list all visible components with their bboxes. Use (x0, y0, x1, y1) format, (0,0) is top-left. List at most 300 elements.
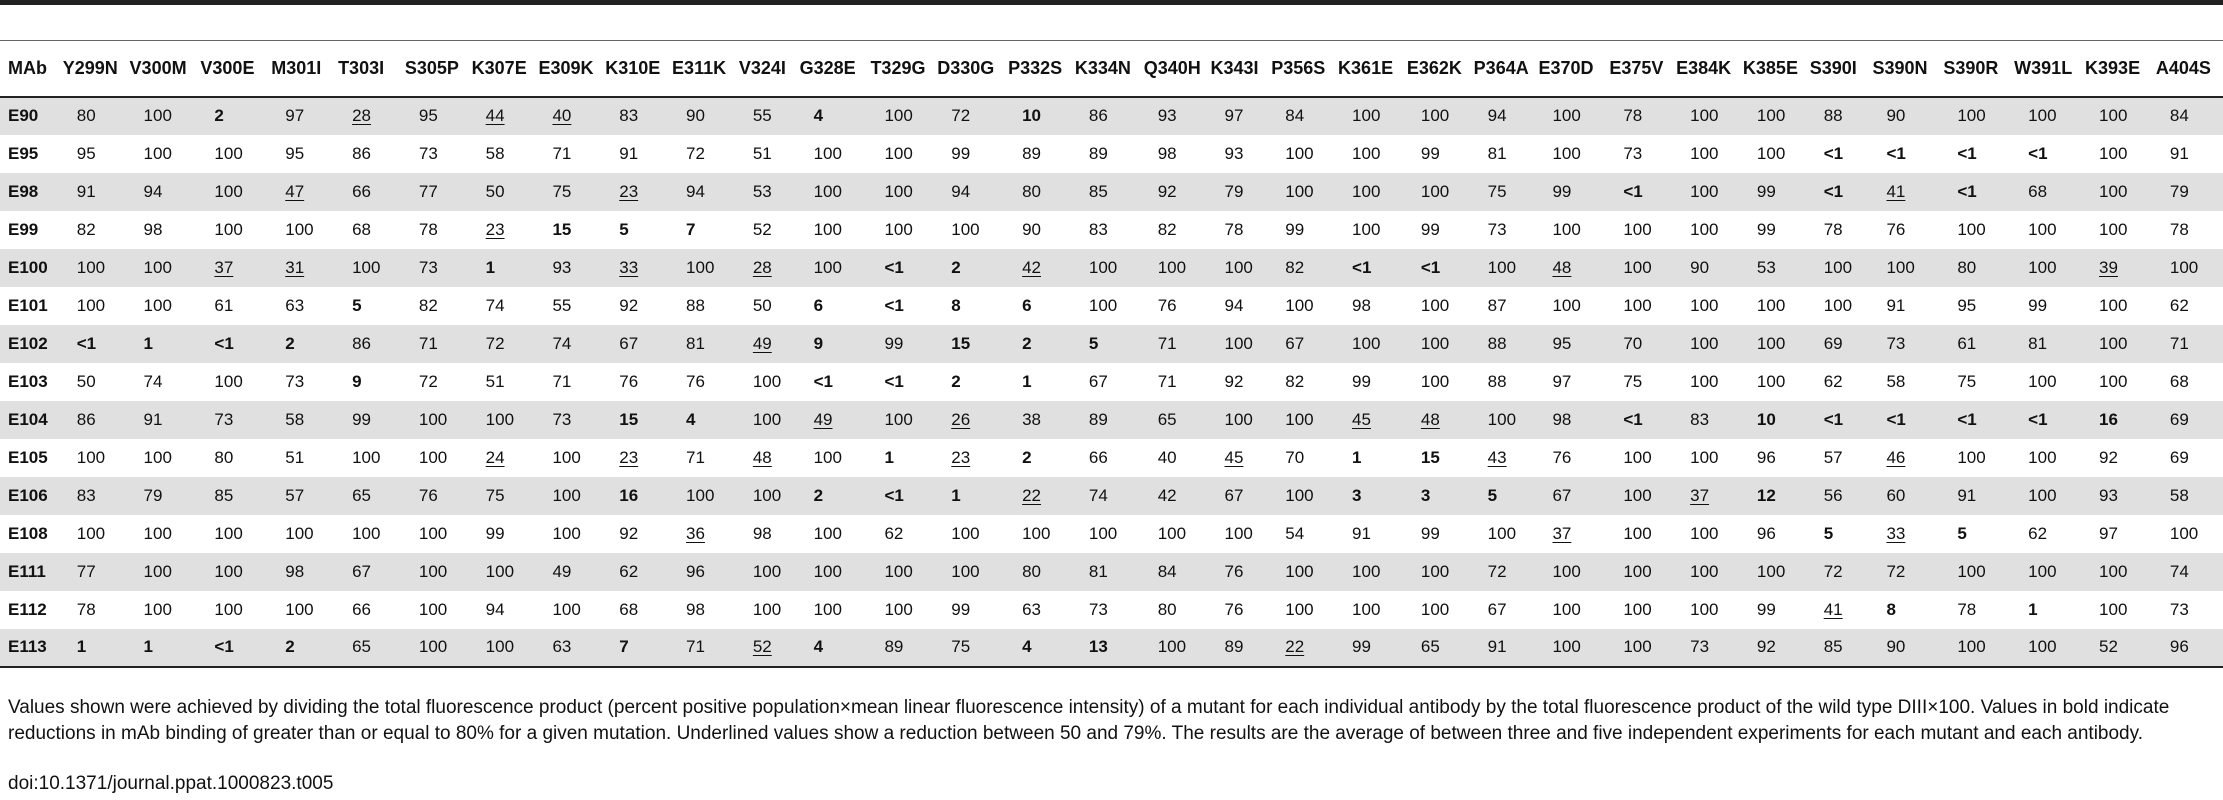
table-cell (1743, 325, 1810, 363)
cell-value: 2 (951, 257, 961, 277)
cell-value: 48 (752, 447, 772, 467)
cell-value: 74 (1088, 485, 1108, 505)
cell-value: 48 (1420, 409, 1440, 429)
table-cell (1676, 173, 1743, 211)
table-cell (1538, 477, 1609, 515)
table-cell (739, 173, 800, 211)
table-cell (1943, 211, 2014, 249)
cell-value: 94 (1224, 295, 1244, 315)
table-cell (605, 325, 672, 363)
table-cell (937, 401, 1008, 439)
table-cell (1144, 553, 1211, 591)
table-cell (1872, 173, 1943, 211)
table-cell (200, 211, 271, 249)
cell-value: 75 (1623, 371, 1643, 391)
table-cell (2156, 135, 2223, 173)
table-cell (1609, 97, 1676, 135)
table-cell (870, 363, 937, 401)
cell-value: 77 (418, 181, 438, 201)
cell-value: 5 (1957, 523, 1967, 543)
table-cell (1743, 477, 1810, 515)
table-cell (538, 363, 605, 401)
cell-value: 100 (752, 371, 782, 391)
cell-value: 100 (1420, 181, 1450, 201)
table-cell (472, 173, 539, 211)
table-cell (1338, 553, 1407, 591)
cell-value: 65 (1420, 637, 1440, 656)
cell-value: <1 (1957, 409, 1977, 429)
cell-value: <1 (884, 485, 904, 505)
table-cell (1474, 287, 1539, 325)
cell-value: 100 (1623, 295, 1652, 315)
table-cell (605, 629, 672, 667)
cell-value: 43 (1487, 447, 1507, 467)
table-cell (200, 477, 271, 515)
cell-value: 47 (285, 181, 305, 201)
table-cell (937, 135, 1008, 173)
table-cell (1943, 173, 2014, 211)
cell-value: 50 (485, 181, 505, 201)
table-cell (1943, 477, 2014, 515)
table-cell (1211, 287, 1272, 325)
table-cell (2014, 249, 2085, 287)
cell-value: 100 (1352, 333, 1381, 353)
cell-value: 71 (2169, 333, 2189, 353)
cell-value: 78 (76, 599, 96, 619)
cell-value: 100 (1352, 561, 1381, 581)
table-cell (1211, 211, 1272, 249)
column-header: W391L (2014, 41, 2085, 97)
cell-value: 58 (1886, 371, 1906, 391)
table-cell (1810, 211, 1873, 249)
cell-value: 55 (752, 106, 772, 125)
cell-value: 65 (1157, 409, 1177, 429)
table-cell (1743, 287, 1810, 325)
table-cell (405, 439, 472, 477)
table-cell (1810, 249, 1873, 287)
cell-value: 91 (619, 143, 639, 163)
table-cell (937, 629, 1008, 667)
cell-value: 2 (1022, 447, 1032, 467)
table-cell (405, 629, 472, 667)
cell-value: 100 (752, 561, 782, 581)
table-cell (538, 173, 605, 211)
cell-value: 91 (2169, 143, 2189, 163)
cell-value: 100 (884, 599, 913, 619)
table-cell (1538, 401, 1609, 439)
cell-value: 93 (552, 257, 572, 277)
table-cell (1407, 97, 1474, 135)
cell-value: 63 (552, 637, 572, 656)
cell-value: 73 (418, 257, 438, 277)
table-cell (1474, 477, 1539, 515)
cell-value: 72 (1823, 561, 1843, 581)
table-row (0, 401, 2223, 439)
cell-value: 100 (884, 143, 913, 163)
table-cell (1008, 439, 1075, 477)
table-cell (2156, 401, 2223, 439)
table-cell (800, 553, 871, 591)
cell-value: 99 (1756, 219, 1776, 239)
cell-value: 69 (2169, 447, 2189, 467)
table-cell (1609, 553, 1676, 591)
table-cell (1609, 211, 1676, 249)
cell-value: 95 (418, 106, 438, 125)
table-cell (1271, 477, 1338, 515)
table-cell (1338, 629, 1407, 667)
table-row (0, 173, 2223, 211)
cell-value: 100 (2028, 637, 2057, 656)
cell-value: 99 (1285, 219, 1305, 239)
table-cell (1271, 515, 1338, 553)
table-cell (130, 591, 201, 629)
table-cell (1676, 477, 1743, 515)
table-cell (538, 477, 605, 515)
cell-value: 85 (1823, 637, 1843, 656)
table-cell (2014, 629, 2085, 667)
cell-value: 96 (2169, 637, 2189, 656)
cell-value: 100 (2099, 599, 2128, 619)
cell-value: 98 (285, 561, 305, 581)
cell-value: 100 (1352, 219, 1381, 239)
cell-value: <1 (76, 333, 97, 353)
cell-value: 100 (1690, 561, 1719, 581)
table-cell (1407, 629, 1474, 667)
cell-value: 62 (2169, 295, 2189, 315)
cell-value: 76 (686, 371, 705, 391)
column-header: E309K (538, 41, 605, 97)
table-cell (1810, 401, 1873, 439)
table-cell (800, 325, 871, 363)
table-cell (1075, 591, 1144, 629)
cell-value: 100 (552, 599, 581, 619)
cell-value: 79 (1224, 181, 1244, 201)
table-cell (937, 211, 1008, 249)
table-cell (1271, 401, 1338, 439)
cell-value: 86 (1088, 106, 1108, 125)
cell-value: 90 (1690, 257, 1710, 277)
cell-value: 100 (418, 561, 448, 581)
table-cell (1144, 97, 1211, 135)
table-cell (538, 287, 605, 325)
column-header: K393E (2085, 41, 2156, 97)
table-cell (472, 439, 539, 477)
cell-value: 90 (1022, 219, 1042, 239)
table-cell (1338, 173, 1407, 211)
table-cell (2156, 591, 2223, 629)
cell-value: 1 (485, 257, 496, 277)
table-cell (338, 629, 405, 667)
mab-label: E113 (0, 629, 63, 667)
table-cell (472, 629, 539, 667)
table-cell (1008, 325, 1075, 363)
column-header: Q340H (1144, 41, 1211, 97)
cell-value: 62 (884, 523, 904, 543)
cell-value: 100 (1285, 181, 1314, 201)
cell-value: 68 (2028, 181, 2048, 201)
table-cell (1407, 401, 1474, 439)
cell-value: 99 (1352, 637, 1371, 656)
table-cell (538, 249, 605, 287)
cell-value: 100 (1886, 257, 1915, 277)
cell-value: 49 (552, 561, 572, 581)
table-cell (2085, 591, 2156, 629)
table-cell (870, 477, 937, 515)
cell-value: 100 (813, 447, 842, 467)
table-cell (672, 553, 739, 591)
cell-value: <1 (214, 637, 234, 656)
cell-value: 100 (686, 485, 715, 505)
table-cell (1407, 553, 1474, 591)
cell-value: 78 (1823, 219, 1843, 239)
cell-value: 67 (352, 561, 371, 581)
cell-value: 77 (76, 561, 96, 581)
table-cell (271, 439, 338, 477)
table-cell (937, 515, 1008, 553)
table-cell (63, 363, 130, 401)
table-row (0, 325, 2223, 363)
cell-value: <1 (1886, 143, 1906, 163)
table-cell (130, 287, 201, 325)
cell-value: 100 (813, 143, 842, 163)
cell-value: 55 (552, 295, 572, 315)
table-cell (739, 515, 800, 553)
table-cell (1144, 401, 1211, 439)
table-cell (1474, 515, 1539, 553)
table-cell (2156, 553, 2223, 591)
cell-value: 66 (352, 599, 371, 619)
cell-value: 57 (285, 485, 305, 505)
table-cell (538, 325, 605, 363)
cell-value: 45 (1224, 447, 1244, 467)
cell-value: 2 (214, 106, 224, 125)
table-cell (63, 135, 130, 173)
table-cell (1676, 211, 1743, 249)
table-cell (2085, 401, 2156, 439)
cell-value: 96 (1756, 447, 1776, 467)
table-cell (2085, 287, 2156, 325)
table-cell (1538, 249, 1609, 287)
cell-value: <1 (214, 333, 234, 353)
table-cell (1743, 97, 1810, 135)
table-cell (1211, 629, 1272, 667)
cell-value: 100 (76, 295, 106, 315)
table-cell (672, 211, 739, 249)
cell-value: 100 (143, 561, 172, 581)
cell-value: 39 (2099, 257, 2118, 277)
table-cell (1810, 629, 1873, 667)
table-cell (870, 287, 937, 325)
table-row (0, 477, 2223, 515)
cell-value: 68 (619, 599, 639, 619)
cell-value: 100 (1552, 143, 1581, 163)
table-cell (63, 439, 130, 477)
cell-value: 100 (143, 257, 172, 277)
cell-value: 84 (1157, 561, 1177, 581)
cell-value: 28 (352, 106, 371, 125)
cell-value: 100 (1552, 599, 1581, 619)
column-header: V324I (739, 41, 800, 97)
table-cell (200, 363, 271, 401)
cell-value: 9 (352, 371, 362, 391)
cell-value: 66 (352, 181, 371, 201)
cell-value: 5 (1823, 523, 1834, 543)
cell-value: 40 (1157, 447, 1177, 467)
table-cell (1075, 553, 1144, 591)
table-cell (271, 287, 338, 325)
table-cell (1609, 363, 1676, 401)
table-cell (1271, 135, 1338, 173)
table-cell (130, 211, 201, 249)
table-cell (870, 629, 937, 667)
table-cell (1211, 173, 1272, 211)
cell-value: 83 (1088, 219, 1108, 239)
cell-value: 100 (1690, 523, 1719, 543)
table-cell (1943, 401, 2014, 439)
table-cell (1676, 363, 1743, 401)
table-cell (800, 211, 871, 249)
cell-value: 75 (951, 637, 971, 656)
cell-value: 100 (1957, 106, 1986, 125)
cell-value: 67 (1088, 371, 1108, 391)
table-footnote: Values shown were achieved by dividing the total fluorescence product (percent positive population×mean linear fluorescence intensity) of a mutant for each individual antibody by the total fluorescence product of the wild type DIII×100. Values in bold indicate reductions in mAb binding of greater than or equal to 80% for a given mutation. Underlined values show a reduction between 50 and 79%. The results are the average of between three and five independent experiments for each mutant and each antibody. (8, 697, 2170, 744)
cell-value: 71 (686, 637, 705, 656)
cell-value: 8 (951, 295, 961, 315)
table-cell (271, 325, 338, 363)
table-cell (1676, 287, 1743, 325)
cell-value: 100 (1690, 219, 1719, 239)
cell-value: 90 (1886, 106, 1906, 125)
cell-value: 76 (1886, 219, 1906, 239)
table-cell (2156, 363, 2223, 401)
cell-value: 23 (619, 181, 639, 201)
table-cell (1338, 401, 1407, 439)
table-cell (937, 287, 1008, 325)
table-cell (2085, 97, 2156, 135)
cell-value: 37 (214, 257, 234, 277)
cell-value: 72 (1886, 561, 1906, 581)
cell-value: 100 (352, 257, 381, 277)
cell-value: 95 (76, 143, 96, 163)
cell-value: 100 (1623, 257, 1652, 277)
cell-value: 100 (1623, 219, 1652, 239)
cell-value: 67 (1552, 485, 1572, 505)
column-header: E384K (1676, 41, 1743, 97)
cell-value: 10 (1756, 409, 1776, 429)
table-cell (937, 173, 1008, 211)
cell-value: 100 (813, 219, 842, 239)
cell-value: 82 (1285, 257, 1305, 277)
cell-value: 46 (1886, 447, 1906, 467)
table-cell (2085, 249, 2156, 287)
table-cell (739, 553, 800, 591)
table-cell (338, 515, 405, 553)
cell-value: 100 (1352, 599, 1381, 619)
cell-value: 42 (1157, 485, 1177, 505)
mab-label: E100 (0, 249, 63, 287)
cell-value: 80 (1957, 257, 1977, 277)
table-cell (2014, 363, 2085, 401)
cell-value: 100 (1957, 561, 1986, 581)
cell-value: 10 (1022, 106, 1042, 125)
table-cell (1676, 249, 1743, 287)
cell-value: 99 (884, 333, 904, 353)
cell-value: 89 (1088, 409, 1108, 429)
cell-value: 75 (1487, 181, 1507, 201)
table-cell (2085, 363, 2156, 401)
cell-value: 73 (214, 409, 234, 429)
table-cell (130, 401, 201, 439)
cell-value: 60 (1886, 485, 1906, 505)
cell-value: <1 (2028, 409, 2048, 429)
cell-value: 67 (1285, 333, 1305, 353)
table-cell (739, 135, 800, 173)
table-cell (2085, 515, 2156, 553)
cell-value: 38 (1022, 409, 1042, 429)
table-cell (200, 135, 271, 173)
cell-value: 5 (352, 295, 362, 315)
cell-value: 100 (2028, 561, 2057, 581)
cell-value: 100 (1285, 599, 1314, 619)
table-cell (1008, 553, 1075, 591)
cell-value: 79 (2169, 181, 2189, 201)
table-cell (800, 439, 871, 477)
table-cell (1943, 363, 2014, 401)
mab-label: E103 (8, 371, 48, 391)
cell-value: 100 (1690, 599, 1719, 619)
table-cell (605, 477, 672, 515)
table-cell (1144, 135, 1211, 173)
table-cell (63, 249, 130, 287)
table-cell (2014, 439, 2085, 477)
table-cell (1008, 477, 1075, 515)
table-cell (1743, 249, 1810, 287)
cell-value: 100 (1756, 371, 1786, 391)
table-cell (271, 553, 338, 591)
cell-value: 100 (1690, 106, 1719, 125)
cell-value: 72 (485, 333, 505, 353)
cell-value: 100 (1552, 106, 1581, 125)
table-cell (1609, 629, 1676, 667)
cell-value: 100 (552, 485, 581, 505)
cell-value: 7 (619, 637, 629, 656)
table-cell (1810, 173, 1873, 211)
table-cell (1338, 97, 1407, 135)
table-cell (271, 249, 338, 287)
cell-value: 88 (1823, 106, 1843, 125)
table-cell (1211, 591, 1272, 629)
cell-value: 100 (285, 599, 314, 619)
column-header: E375V (1609, 41, 1676, 97)
table-cell (605, 591, 672, 629)
table-cell (271, 629, 338, 667)
table-cell (1743, 629, 1810, 667)
cell-value: 72 (686, 143, 705, 163)
cell-value: 99 (1552, 181, 1572, 201)
cell-value: 100 (2028, 257, 2057, 277)
mab-label: E112 (8, 599, 47, 619)
cell-value: 42 (1022, 257, 1042, 277)
table-row (0, 249, 2223, 287)
table-cell (1075, 477, 1144, 515)
table-cell (870, 135, 937, 173)
cell-value: 75 (1957, 371, 1977, 391)
cell-value: <1 (1823, 143, 1844, 163)
table-cell (271, 173, 338, 211)
table-cell (1872, 515, 1943, 553)
table-cell (1872, 363, 1943, 401)
table-cell (672, 325, 739, 363)
